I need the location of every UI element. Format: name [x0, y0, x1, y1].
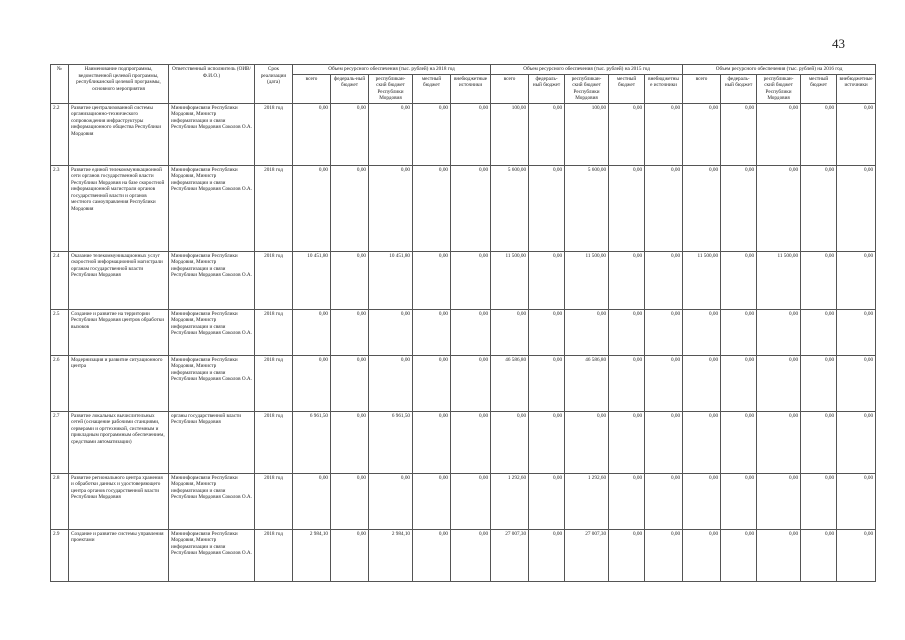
amount-cell: 0,00	[331, 473, 369, 529]
amount-cell: 0,00	[451, 251, 491, 309]
amount-cell: 0,00	[801, 355, 837, 411]
amount-cell: 0,00	[683, 103, 721, 165]
table-row	[51, 165, 876, 251]
table-row	[51, 309, 876, 355]
row-number: 2.9	[51, 529, 69, 581]
amount-cell: 0,00	[331, 165, 369, 251]
amount-cell: 0,00	[529, 165, 565, 251]
row-period: 2018 год	[255, 165, 293, 251]
amount-cell: 0,00	[645, 529, 683, 581]
amount-cell: 0,00	[529, 251, 565, 309]
amount-cell: 0,00	[331, 309, 369, 355]
amount-cell: 0,00	[331, 529, 369, 581]
amount-cell: 0,00	[683, 473, 721, 529]
amount-cell: 0,00	[413, 473, 451, 529]
row-name: Развитие локальных вычислительных сетей (оснащение рабочими станциями, серверами и оргтехникой, системным и прикладным программным обеспечением, средствами автоматизации)	[69, 411, 169, 473]
amount-cell: 100,00	[565, 103, 609, 165]
amount-cell: 5 600,00	[565, 165, 609, 251]
amount-cell: 0,00	[609, 529, 645, 581]
amount-cell: 0,00	[757, 165, 801, 251]
row-period: 2018 год	[255, 251, 293, 309]
amount-cell: 46 586,80	[491, 355, 529, 411]
amount-cell: 0,00	[645, 473, 683, 529]
sub-extra: внебюджетные источники	[837, 74, 876, 103]
row-responsible: Мининформсвязи Республики Мордовия, Министр информатизации и связи Республики Мордовия Соколов О.А.	[169, 309, 255, 355]
amount-cell: 0,00	[529, 355, 565, 411]
amount-cell: 11 500,00	[683, 251, 721, 309]
sub-total: всего	[293, 74, 331, 103]
amount-cell: 5 600,00	[491, 165, 529, 251]
amount-cell: 0,00	[721, 529, 757, 581]
amount-cell: 0,00	[757, 103, 801, 165]
page-number: 43	[832, 36, 845, 51]
sub-republic: республикан-ский бюджет Республики Мордовия	[369, 74, 413, 103]
amount-cell: 0,00	[413, 355, 451, 411]
sub-extra: внебюджетные источники	[451, 74, 491, 103]
amount-cell: 0,00	[837, 473, 876, 529]
amount-cell: 1 292,60	[491, 473, 529, 529]
amount-cell: 0,00	[565, 309, 609, 355]
amount-cell: 0,00	[721, 165, 757, 251]
amount-cell: 0,00	[413, 529, 451, 581]
amount-cell: 0,00	[331, 411, 369, 473]
sub-federal: федераль-ный бюджет	[529, 74, 565, 103]
amount-cell: 0,00	[609, 309, 645, 355]
row-responsible: Мининформсвязи Республики Мордовия, Министр информатизации и связи Республики Мордовия Соколов О.А.	[169, 103, 255, 165]
row-period: 2018 год	[255, 355, 293, 411]
row-period: 2018 год	[255, 411, 293, 473]
amount-cell: 0,00	[451, 411, 491, 473]
amount-cell: 6 961,50	[369, 411, 413, 473]
amount-cell: 0,00	[451, 309, 491, 355]
amount-cell: 11 500,00	[757, 251, 801, 309]
amount-cell: 100,00	[491, 103, 529, 165]
amount-cell: 2 984,10	[293, 529, 331, 581]
amount-cell: 11 500,00	[565, 251, 609, 309]
amount-cell: 0,00	[757, 355, 801, 411]
amount-cell: 0,00	[645, 103, 683, 165]
sub-federal: федераль-ный бюджет	[331, 74, 369, 103]
amount-cell: 0,00	[413, 309, 451, 355]
amount-cell: 27 007,30	[491, 529, 529, 581]
row-name: Создание и развитие на территории Республики Мордовия центров обработки вызовов	[69, 309, 169, 355]
year-group-1: Объем ресурсного обеспечения (тыс. рублей) на 2018 год	[293, 65, 491, 75]
amount-cell: 0,00	[609, 473, 645, 529]
amount-cell: 27 007,30	[565, 529, 609, 581]
row-number: 2.8	[51, 473, 69, 529]
amount-cell: 0,00	[683, 165, 721, 251]
col-no: №	[51, 65, 69, 104]
amount-cell: 0,00	[683, 309, 721, 355]
amount-cell: 0,00	[721, 473, 757, 529]
sub-republic: республикан-ский бюджет Республики Мордовия	[757, 74, 801, 103]
amount-cell: 0,00	[757, 529, 801, 581]
amount-cell: 0,00	[683, 355, 721, 411]
row-name: Создание и развитие системы управления проектами	[69, 529, 169, 581]
amount-cell: 11 500,00	[491, 251, 529, 309]
amount-cell: 46 586,80	[565, 355, 609, 411]
amount-cell: 0,00	[683, 411, 721, 473]
table-row	[51, 103, 876, 165]
amount-cell: 0,00	[451, 355, 491, 411]
row-responsible: Мининформсвязи Республики Мордовия, Министр информатизации и связи Республики Мордовия Соколов О.А.	[169, 251, 255, 309]
row-number: 2.3	[51, 165, 69, 251]
amount-cell: 0,00	[801, 103, 837, 165]
amount-cell: 0,00	[331, 103, 369, 165]
amount-cell: 0,00	[837, 355, 876, 411]
amount-cell: 0,00	[801, 529, 837, 581]
table-row	[51, 473, 876, 529]
row-period: 2018 год	[255, 103, 293, 165]
amount-cell: 0,00	[837, 251, 876, 309]
amount-cell: 0,00	[837, 529, 876, 581]
row-period: 2018 год	[255, 529, 293, 581]
amount-cell: 0,00	[331, 251, 369, 309]
amount-cell: 0,00	[369, 309, 413, 355]
col-name: Наименование подпрограммы, ведомственной целевой программы, республиканской целевой программы, основного мероприятия	[69, 65, 169, 104]
amount-cell: 0,00	[369, 355, 413, 411]
sub-local: местный бюджет	[801, 74, 837, 103]
amount-cell: 0,00	[645, 251, 683, 309]
amount-cell: 0,00	[529, 309, 565, 355]
sub-local: местный бюджет	[609, 74, 645, 103]
amount-cell: 0,00	[369, 103, 413, 165]
amount-cell: 0,00	[757, 411, 801, 473]
row-responsible: Мининформсвязи Республики Мордовия, Министр информатизации и связи Республики Мордовия Соколов О.А.	[169, 529, 255, 581]
row-name: Развитие централизованной системы организационно-технического сопровождения инфраструктуры информационного общества Республики Мордовия	[69, 103, 169, 165]
amount-cell: 0,00	[451, 103, 491, 165]
amount-cell: 0,00	[331, 355, 369, 411]
amount-cell: 10 451,80	[369, 251, 413, 309]
row-responsible: Мининформсвязи Республики Мордовия, Министр информатизации и связи Республики Мордовия Соколов О.А.	[169, 165, 255, 251]
amount-cell: 0,00	[837, 165, 876, 251]
amount-cell: 0,00	[529, 103, 565, 165]
amount-cell: 0,00	[369, 473, 413, 529]
sub-extra: внебюджетные источники	[645, 74, 683, 103]
sub-federal: федераль-ный бюджет	[721, 74, 757, 103]
amount-cell: 0,00	[801, 411, 837, 473]
row-number: 2.6	[51, 355, 69, 411]
table-row	[51, 529, 876, 581]
table-row	[51, 411, 876, 473]
amount-cell: 0,00	[721, 251, 757, 309]
row-number: 2.5	[51, 309, 69, 355]
amount-cell: 0,00	[529, 411, 565, 473]
amount-cell: 0,00	[645, 165, 683, 251]
row-name: Модернизация и развитие ситуационного центра	[69, 355, 169, 411]
sub-republic: республикан-ский бюджет Республики Мордовия	[565, 74, 609, 103]
amount-cell: 0,00	[721, 355, 757, 411]
amount-cell: 0,00	[293, 473, 331, 529]
amount-cell: 0,00	[609, 411, 645, 473]
sub-total: всего	[683, 74, 721, 103]
row-responsible: Мининформсвязи Республики Мордовия, Министр информатизации и связи Республики Мордовия Соколов О.А.	[169, 473, 255, 529]
year-group-2: Объем ресурсного обеспечения (тыс. рублей) на 2015 год	[491, 65, 683, 75]
amount-cell: 0,00	[837, 309, 876, 355]
col-responsible: Ответственный исполнитель (ОИВ/Ф.И.О.)	[169, 65, 255, 104]
row-number: 2.2	[51, 103, 69, 165]
amount-cell: 0,00	[491, 309, 529, 355]
year-group-3: Объем ресурсного обеспечения (тыс. рублей) на 2016 год	[683, 65, 876, 75]
amount-cell: 0,00	[721, 411, 757, 473]
row-period: 2018 год	[255, 473, 293, 529]
amount-cell: 0,00	[801, 309, 837, 355]
amount-cell: 0,00	[293, 103, 331, 165]
row-name: Оказание телекоммуникационных услуг скоростной информационной магистрали органам государственной власти Республики Мордовия	[69, 251, 169, 309]
row-responsible: Мининформсвязи Республики Мордовия, Министр информатизации и связи Республики Мордовия Соколов О.А.	[169, 355, 255, 411]
amount-cell: 10 451,80	[293, 251, 331, 309]
col-period: Срок реализации (дата)	[255, 65, 293, 104]
amount-cell: 0,00	[491, 411, 529, 473]
header-row	[51, 65, 876, 75]
amount-cell: 0,00	[413, 411, 451, 473]
amount-cell: 0,00	[721, 103, 757, 165]
amount-cell: 2 984,10	[369, 529, 413, 581]
sub-local: местный бюджет	[413, 74, 451, 103]
amount-cell: 0,00	[451, 473, 491, 529]
row-period: 2018 год	[255, 309, 293, 355]
amount-cell: 0,00	[757, 309, 801, 355]
row-number: 2.4	[51, 251, 69, 309]
amount-cell: 0,00	[609, 165, 645, 251]
amount-cell: 0,00	[801, 165, 837, 251]
amount-cell: 0,00	[801, 473, 837, 529]
amount-cell: 0,00	[529, 473, 565, 529]
row-name: Развитие регионального центра хранения и обработки данных и удостоверяющего центра органов государственной власти Республики Мордовия	[69, 473, 169, 529]
table-row	[51, 251, 876, 309]
amount-cell: 0,00	[683, 529, 721, 581]
amount-cell: 0,00	[721, 309, 757, 355]
row-number: 2.7	[51, 411, 69, 473]
amount-cell: 0,00	[609, 103, 645, 165]
amount-cell: 0,00	[837, 411, 876, 473]
amount-cell: 0,00	[451, 529, 491, 581]
amount-cell: 0,00	[529, 529, 565, 581]
amount-cell: 0,00	[609, 355, 645, 411]
row-responsible: органы государственной власти Республики Мордовия	[169, 411, 255, 473]
amount-cell: 0,00	[413, 103, 451, 165]
amount-cell: 0,00	[609, 251, 645, 309]
amount-cell: 0,00	[369, 165, 413, 251]
amount-cell: 0,00	[293, 165, 331, 251]
amount-cell: 0,00	[293, 355, 331, 411]
amount-cell: 0,00	[413, 251, 451, 309]
resource-table	[50, 64, 876, 582]
amount-cell: 0,00	[645, 411, 683, 473]
amount-cell: 0,00	[757, 473, 801, 529]
amount-cell: 0,00	[801, 251, 837, 309]
amount-cell: 1 292,60	[565, 473, 609, 529]
amount-cell: 0,00	[565, 411, 609, 473]
sub-total: всего	[491, 74, 529, 103]
amount-cell: 0,00	[645, 309, 683, 355]
amount-cell: 0,00	[451, 165, 491, 251]
amount-cell: 0,00	[293, 309, 331, 355]
row-name: Развитие единой телекоммуникационной сети органов государственной власти Республики Мордовия на базе скоростной информационной магистрали органов государственной власти и органов местного самоуправления Республики Мордовия	[69, 165, 169, 251]
amount-cell: 6 961,50	[293, 411, 331, 473]
amount-cell: 0,00	[837, 103, 876, 165]
amount-cell: 0,00	[645, 355, 683, 411]
amount-cell: 0,00	[413, 165, 451, 251]
table-row	[51, 355, 876, 411]
